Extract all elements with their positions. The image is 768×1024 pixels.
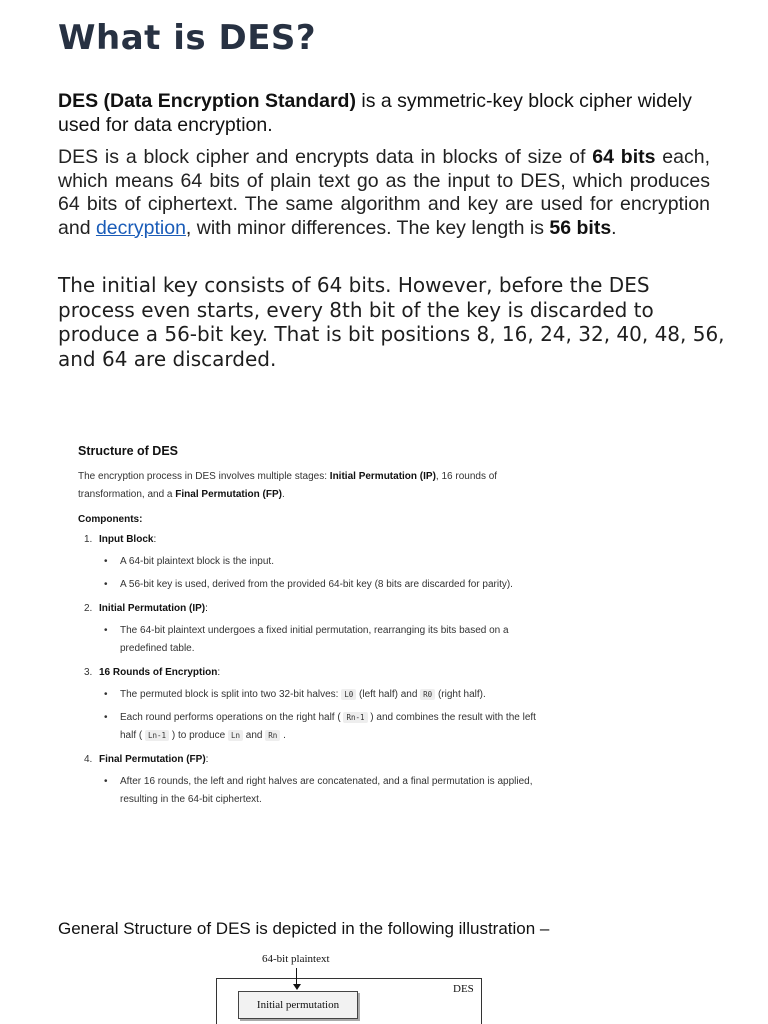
list-item [78,751,548,809]
code-r0: R0 [420,689,435,700]
item-number: 2. [84,603,93,614]
structure-intro-text-3: . [281,489,285,500]
code-ln: Ln [228,730,243,741]
bullet-text: and [243,730,266,741]
bullet-list [78,686,548,745]
bullet-item: • After 16 rounds, the left and right halves are concatenated, and a final permutation is applied, resulting in the 64-bit ciphertext. [104,773,548,809]
block-cipher-paragraph [58,146,710,240]
general-structure-caption: General Structure of DES is depicted in the following illustration – [58,919,550,938]
item-label: Final Permutation (FP) [99,754,206,765]
bullet-text: . [280,730,286,741]
structure-heading: Structure of DES [78,444,179,458]
code-l0: L0 [341,689,356,700]
para2-text-3: , with minor differences. The key length is [185,216,550,239]
initial-permutation-box: Initial permutation [238,991,358,1019]
bullet-list [78,553,548,594]
list-item [78,664,548,745]
structure-intro [78,468,548,504]
components-label: Components: [78,514,143,525]
code-rn: Rn [265,730,280,741]
item-number: 1. [84,534,93,545]
bullet-text: Each round performs operations on the right half ( [120,712,344,723]
para2-text-4: . [611,216,617,239]
bullet-item: • A 64-bit plaintext block is the input. [104,553,548,571]
bullet-text: (left half) and [356,689,421,700]
para2-bold-64-bits: 64 bits [592,146,656,168]
code-ln-1: Ln-1 [145,730,169,741]
initial-key-paragraph: The initial key consists of 64 bits. However, before the DES process even starts, every 8th bit of the key is discarded to produce a 56-bit key. That is bit positions 8, 16, 24, 32, 40, 48, 56, and 64 are discarded. [58,273,725,371]
bullet-list [78,773,548,809]
list-item [78,600,548,658]
para2-text-2: each, which means 64 bits of plain text go as the input to DES, which produces 64 bits of ciphertext. The same algorithm and key are used for encryption and [58,146,711,239]
decryption-link[interactable]: decryption [95,216,186,239]
components-list [78,531,548,809]
structure-intro-fp: Final Permutation (FP) [175,489,282,500]
bullet-item: • A 56-bit key is used, derived from the provided 64-bit key (8 bits are discarded for parity). [104,576,548,594]
bullet-item [104,709,548,745]
plaintext-input-label: 64-bit plaintext [262,953,330,965]
intro-paragraph [58,89,718,137]
list-item [78,531,548,594]
structure-intro-text-2: , 16 rounds of transformation, and a [78,471,498,500]
bullet-text: The permuted block is split into two 32-bit halves: [120,689,342,700]
para2-text-1: DES is a block cipher and encrypts data in blocks of size of [58,146,593,168]
item-number: 4. [84,754,93,765]
item-suffix: : [205,603,208,614]
des-frame-label: DES [453,983,474,995]
item-suffix: : [217,667,221,678]
bullet-item [104,686,548,704]
bullet-list [78,622,548,658]
bullet-text: ) and combines the result with the left half ( [120,712,536,741]
page-title: What is DES? [58,18,317,58]
item-label: 16 Rounds of Encryption [99,667,218,678]
item-label: Input Block [99,534,154,545]
para2-bold-56-bits: 56 bits [549,216,612,239]
structure-intro-ip: Initial Permutation (IP) [329,471,436,482]
intro-term: DES (Data Encryption Standard) [58,90,356,112]
embedded-structure-screenshot [78,444,548,815]
bullet-text: (right half). [435,689,486,700]
item-suffix: : [205,754,209,765]
code-rn-1: Rn-1 [343,712,367,723]
intro-text: is a symmetric-key block cipher widely used for data encryption. [58,90,692,136]
des-structure-diagram [200,948,500,1024]
bullet-text: ) to produce [169,730,228,741]
item-suffix: : [153,534,157,545]
bullet-item: • The 64-bit plaintext undergoes a fixed initial permutation, rearranging its bits based on a predefined table. [104,622,548,658]
item-number: 3. [84,667,93,678]
item-label: Initial Permutation (IP) [99,603,206,614]
arrow-down-icon [293,984,301,990]
structure-intro-text-1: The encryption process in DES involves multiple stages: [78,471,330,482]
